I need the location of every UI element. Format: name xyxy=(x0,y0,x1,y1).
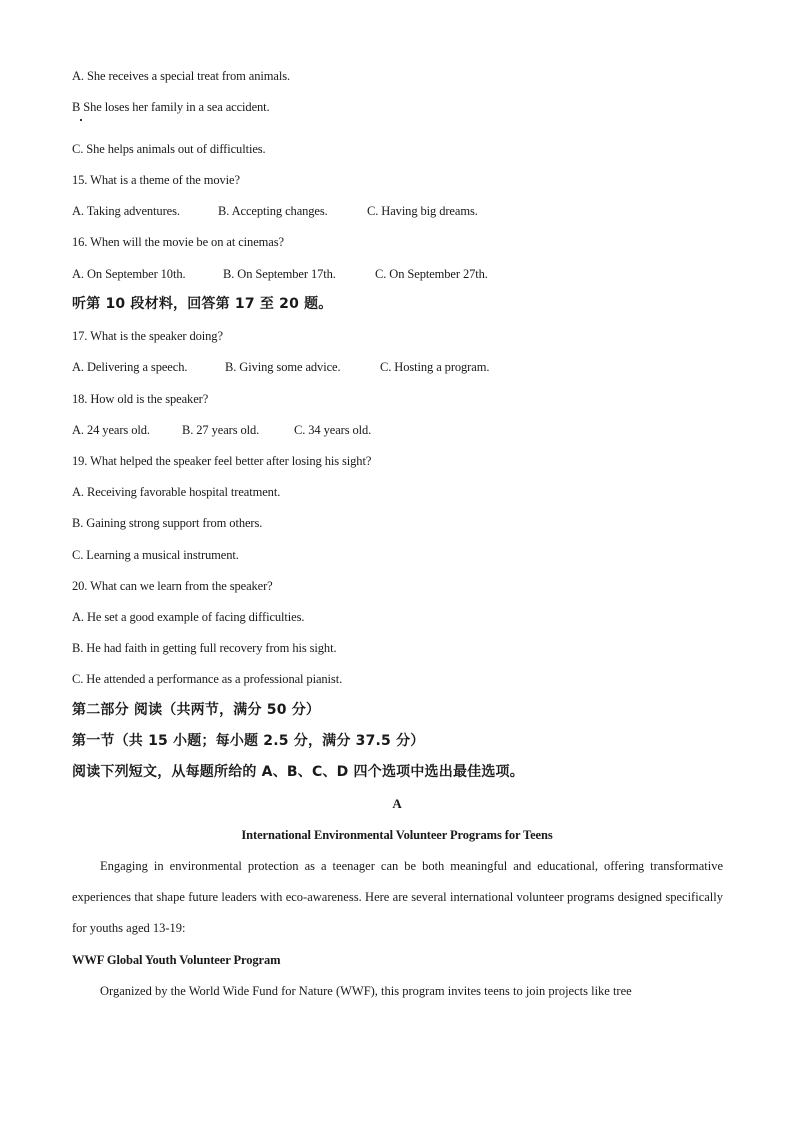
passage-label: A xyxy=(392,796,402,811)
q17-question: 17. What is the speaker doing? xyxy=(72,329,223,343)
passage-intro: Engaging in environmental protection as a teenager can be both meaningful and educational, offering transformative experiences that shape future leaders with eco-awareness. Here are several international volunteer programs designed specifically for youths aged 13-19: xyxy=(72,859,723,935)
q19-option-a: A. Receiving favorable hospital treatment. xyxy=(72,485,281,499)
q20-option-c: C. He attended a performance as a professional pianist. xyxy=(72,672,343,686)
program1-title: WWF Global Youth Volunteer Program xyxy=(72,953,281,967)
q14-option-b: B She loses her family in a sea accident. xyxy=(72,100,270,114)
q16-option-b: B. On September 17th. xyxy=(223,267,336,281)
q18-question: 18. How old is the speaker? xyxy=(72,392,209,406)
q15-option-c: C. Having big dreams. xyxy=(367,204,478,218)
q14-option-a: A. She receives a special treat from animals. xyxy=(72,69,290,83)
q14-option-c: C. She helps animals out of difficulties. xyxy=(72,142,266,156)
part2-heading: 第二部分 阅读（共两节，满分 50 分） xyxy=(72,702,321,718)
q18-options xyxy=(72,422,371,438)
q19-question: 19. What helped the speaker feel better after losing his sight? xyxy=(72,454,372,468)
q15-question: 15. What is a theme of the movie? xyxy=(72,173,240,187)
q20-option-b: B. He had faith in getting full recovery from his sight. xyxy=(72,641,337,655)
q15-option-a: A. Taking adventures. xyxy=(72,204,180,218)
q18-option-a: A. 24 years old. xyxy=(72,423,150,437)
q17-option-c: C. Hosting a program. xyxy=(380,360,490,374)
q16-question: 16. When will the movie be on at cinemas? xyxy=(72,235,284,249)
reading-instruction: 阅读下列短文，从每题所给的 A、B、C、D 四个选项中选出最佳选项。 xyxy=(72,764,524,780)
q18-option-b: B. 27 years old. xyxy=(182,423,260,437)
q16-options xyxy=(72,266,488,282)
section10-heading: 听第 10 段材料，回答第 17 至 20 题。 xyxy=(72,296,333,312)
q20-option-a: A. He set a good example of facing difficulties. xyxy=(72,610,305,624)
q15-option-b: B. Accepting changes. xyxy=(218,204,328,218)
stray-dot xyxy=(80,119,82,121)
q16-option-a: A. On September 10th. xyxy=(72,267,186,281)
q18-option-c: C. 34 years old. xyxy=(294,423,372,437)
q19-option-b: B. Gaining strong support from others. xyxy=(72,516,263,530)
passage-title: International Environmental Volunteer Programs for Teens xyxy=(241,828,553,842)
q17-option-b: B. Giving some advice. xyxy=(225,360,341,374)
q17-options xyxy=(72,359,489,375)
q17-option-a: A. Delivering a speech. xyxy=(72,360,188,374)
program1-text: Organized by the World Wide Fund for Nature (WWF), this program invites teens to join projects like tree xyxy=(100,984,632,998)
q20-question: 20. What can we learn from the speaker? xyxy=(72,579,273,593)
q16-option-c: C. On September 27th. xyxy=(375,267,488,281)
q15-options xyxy=(72,203,478,219)
q19-option-c: C. Learning a musical instrument. xyxy=(72,548,239,562)
section1-heading: 第一节（共 15 小题；每小题 2.5 分，满分 37.5 分） xyxy=(72,733,425,749)
